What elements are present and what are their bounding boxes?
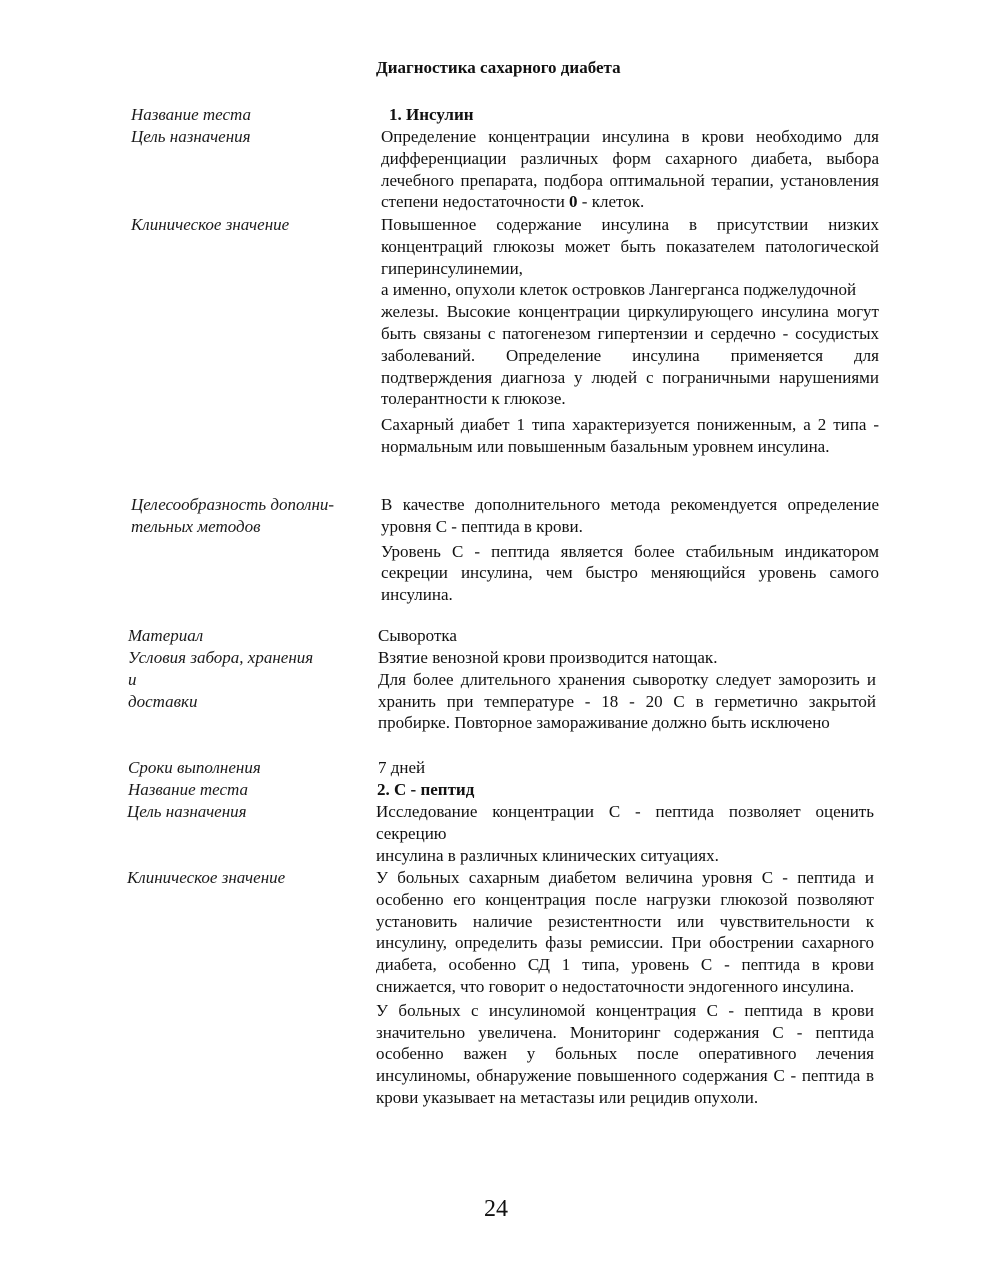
- test1-additional-para: В качестве дополнительного метода рекомендуется определение уровня С - пептида в крови.: [381, 495, 879, 536]
- test2-clinical-para: У больных сахарным диабетом величина уровня С - пептида и особенно его концентрация после нагрузки глюкозой позволяют установить наличие резистентности или чувствительности к инсулину, определить фазы ремиссии. При обострении сахарного диабета, особенно СД 1 типа, уровень С - пептида в крови снижается, что говорит о недостаточности эндогенного инсулина.: [376, 868, 874, 996]
- test1-clinical: [381, 214, 879, 458]
- test1-material: Сыворотка: [378, 626, 457, 645]
- test1-additional: [381, 494, 879, 606]
- test1-purpose: Определение концентрации инсулина в крови необходимо для дифференциации различных форм сахарного диабета, выбора лечебного препарата, подбора оптимальной терапии, установления степени недостаточности 0 - клеток.: [381, 127, 879, 212]
- label-test1-name: Название теста: [131, 105, 252, 124]
- label-material: Материал: [128, 626, 204, 645]
- test2-purpose-para: инсулина в различных клинических ситуациях.: [376, 845, 719, 865]
- test1-terms: 7 дней: [378, 758, 426, 777]
- test2-purpose: [376, 801, 874, 866]
- label-test2-purpose: Цель назначения: [127, 802, 247, 821]
- test2-clinical-para: У больных с инсулиномой концентрация С - пептида в крови значительно увеличена. Мониторинг содержания С - пептида особенно важен у больных после оперативного лечения инсулиномы, обнаружение повышенного содержания С - пептида в крови указывает на метастазы или рецидив опухоли.: [376, 1000, 874, 1107]
- test2-clinical: [376, 867, 874, 1109]
- label-test1-additional: Целесообразность дополни- тельных методов: [131, 495, 335, 536]
- test1-clinical-para: а именно, опухоли клеток островков Лангерганса поджелудочной: [381, 280, 857, 300]
- test1-additional-para: Уровень С - пептида является более стабильным индикатором секреции инсулина, чем быстро меняющийся уровень самого инсулина.: [381, 541, 879, 605]
- test2-purpose-para: Исследование концентрации С - пептида позволяет оценить секрецию: [376, 802, 874, 843]
- test1-clinical-para: железы. Высокие концентрации циркулирующего инсулина могут быть связаны с патогенезом гипертензии и сердечно - сосудистых заболеваний. Определение инсулина применяется для подтверждения диагноза у людей с пограничными нарушениями толерантности к глюкозе.: [381, 302, 879, 409]
- test2-name: 2. С - пептид: [377, 780, 475, 799]
- label-terms: Сроки выполнения: [128, 758, 261, 777]
- document-title: Диагностика сахарного диабета: [376, 58, 621, 77]
- test1-conditions-para: Взятие венозной крови производится натощак.: [378, 648, 718, 667]
- test1-clinical-para: Сахарный диабет 1 типа характеризуется пониженным, а 2 типа - нормальным или повышенным базальным уровнем инсулина.: [381, 415, 879, 456]
- label-test1-purpose: Цель назначения: [131, 127, 251, 146]
- test1-name: 1. Инсулин: [389, 105, 474, 124]
- label-test2-clinical: Клиническое значение: [127, 868, 286, 887]
- page-number: 24: [484, 1196, 508, 1222]
- label-test2-name: Название теста: [128, 780, 249, 799]
- test1-clinical-para: Повышенное содержание инсулина в присутствии низких концентраций глюкозы может быть показателем патологической гиперинсулинемии,: [381, 215, 879, 278]
- test1-conditions-para: Для более длительного хранения сыворотку следует заморозить и хранить при температуре - 18 - 20 С в герметично закрытой пробирке. Повторное замораживание должно быть исключено: [378, 669, 876, 733]
- label-test1-clinical: Клиническое значение: [131, 215, 290, 234]
- test1-conditions: [378, 647, 876, 734]
- label-conditions: Условия забора, хранения и доставки: [128, 648, 314, 711]
